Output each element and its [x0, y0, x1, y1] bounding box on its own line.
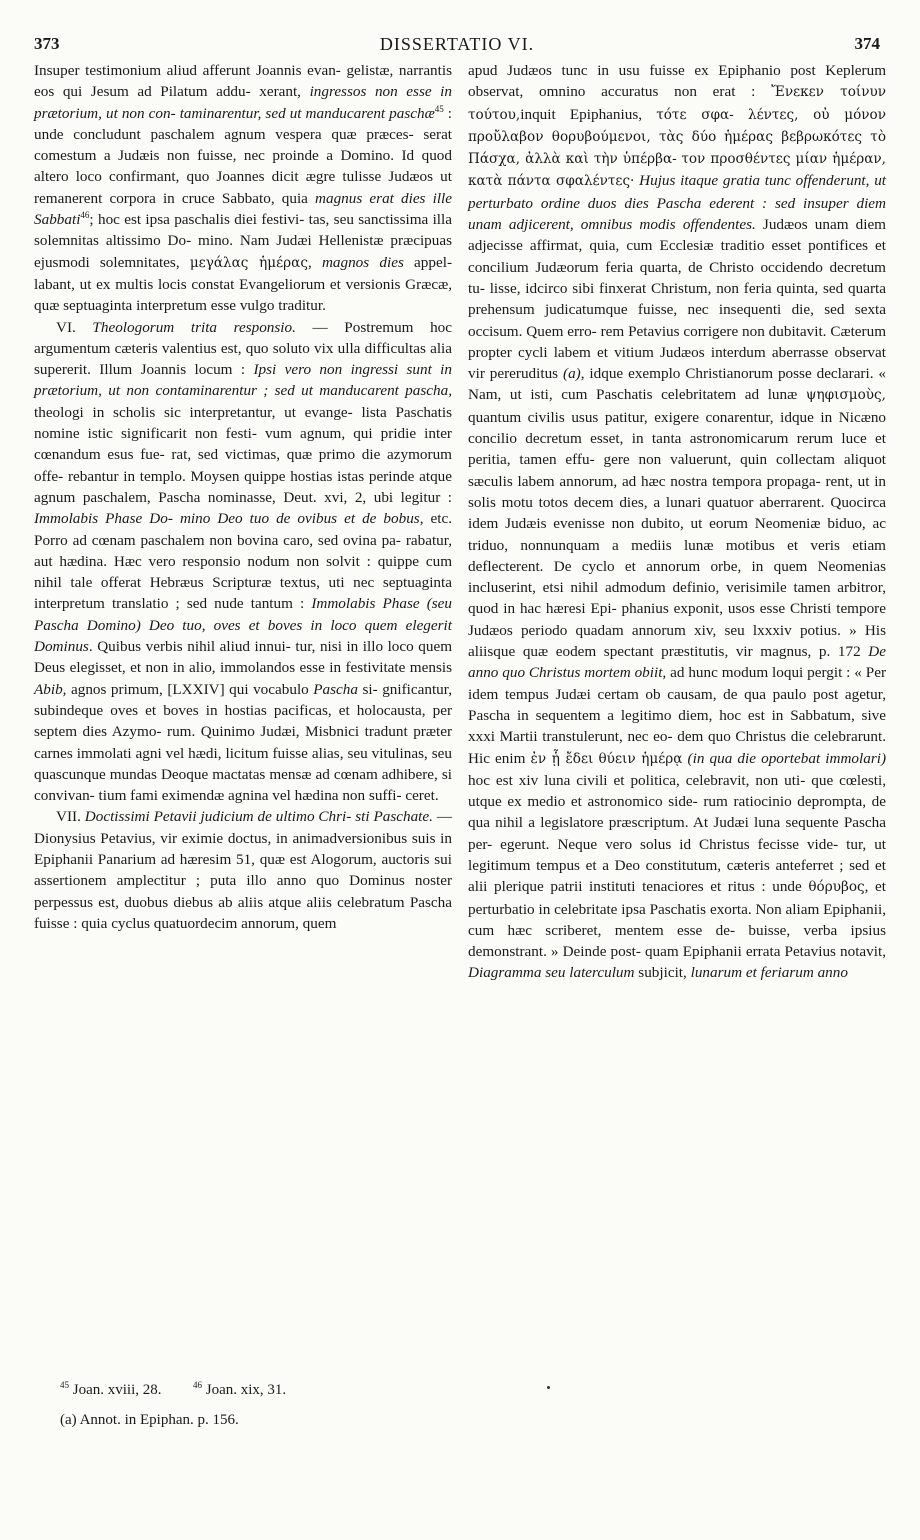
quotation: Pascha Domino) Deo tuo, oves et boves in loco quem — [34, 616, 398, 634]
right-column — [468, 60, 886, 984]
quotation: Diagramma — [468, 964, 542, 982]
text-line: astronomicarum rerum luce et peritia, tamen effu- — [468, 430, 886, 469]
paragraph — [34, 317, 452, 807]
greek-text: μεγάλας ἡμέρας — [189, 254, 308, 271]
text-line: apud Judæos tunc in usu fuisse ex Epiphanio post — [468, 62, 816, 79]
text-line: auctoris sui assertionem amplectitur ; puta illo — [34, 850, 452, 890]
text-line: alio, immolandos esse in festivitate mensis — [189, 659, 452, 677]
text-line: doctus, in animadversionibus suis in Epiphanii — [34, 829, 452, 868]
text-line: tur, nisi in illo loco quem Deus elegisset, et non in — [34, 638, 453, 677]
text-line: . Quibus verbis nihil aliud innui- — [88, 638, 291, 656]
text-line: rem Petavius corrigere non dubitavit. Cæterum — [600, 322, 887, 340]
quotation: magnos dies — [321, 253, 404, 271]
text-line: a Domino. Id quod altero loco confirmant, quo — [34, 147, 452, 186]
quotation: ut non contaminarentur ; sed ut manducarent pascha, — [108, 382, 453, 400]
text-line: Judæi certam ob causam, de qua paulo post agetur, — [555, 685, 886, 703]
text-line: vum agnum, qui pridie inter cœnandum esus fue- — [34, 425, 452, 464]
text-line: anno quo Dominus noster perpessus est, duobus — [34, 872, 453, 911]
text-line: His aliisque quæ eodem spectant præstitutis, vir — [468, 621, 887, 661]
quotation: Pascha — [313, 680, 358, 698]
greek-text: τον προσθέντες μίαν ἡμέραν, κατὰ πάντα σφαλέντες· — [468, 151, 887, 190]
text-line: versionis Græcæ, quæ septuaginta interpretum esse — [34, 275, 453, 315]
text-line: Judæos — [755, 216, 808, 234]
greek-text: ψηφισμοὺς, — [805, 387, 886, 404]
text-line: buisse, verba ipsius demonstrant. » Deinde post- — [468, 921, 886, 961]
text-line: tenaciores et ritus : unde — [642, 878, 809, 896]
text-line: rum. Quinimo Judæi, Misbnici tradunt præter — [167, 723, 452, 741]
greek-text: λέντες, οὐ μόνον προὔλαβον θορυβούμενοι, τὰς δύο — [468, 106, 886, 145]
text-line: Keplerum observat, omnino accuratus non erat : — [468, 62, 887, 101]
left-column — [34, 60, 452, 934]
text-line: traditio esset pontifices et concilium Judæorum — [468, 237, 886, 276]
text-line: ; hoc est ipsa paschalis diei festivi- — [89, 211, 305, 229]
text-line: fuisse : quia cyclus quatuordecim annorum, quem — [34, 914, 337, 932]
footnote-a: (a) Annot. in Epiphan. p. 156. — [60, 1412, 239, 1428]
text-line: rum ratiocinio deprompta, de qua nihil a legislatore — [468, 793, 886, 832]
paragraph — [468, 60, 886, 984]
text-line: concludunt paschalem agnum vespera quæ præces- — [73, 125, 414, 143]
text-line: quantum civilis usus patitur, exigere conarentur, — [468, 408, 774, 426]
text-line: rat, sed victimas, quæ primo die azymorum offe- — [34, 446, 452, 485]
text-line: Joannes dicit ægre tulisse Judæos ut remanerent — [34, 168, 452, 207]
text-line: pacificas, et holocausta, per septem dies Azymo- — [34, 701, 453, 741]
text-line: Deut. xvi, 2, ubi legitur : — [283, 488, 452, 506]
quotation: ingressos non esse in prætorium, ut non con- — [34, 83, 452, 122]
text-line: Epiphanii, cum hæc scriberet, mentem esse de- — [468, 900, 887, 939]
text-line: propter cycli labem et vitium Judæos interdum — [468, 343, 766, 361]
text-line: : unde — [34, 104, 453, 143]
text-line: idque in Nicæno concilio decretum esset, in tanta — [468, 408, 887, 448]
text-line: ad hunc modum loqui pergit : « Per idem tempus — [468, 664, 886, 703]
text-line: serat comestum a Judæis non fuisse, nec proinde — [34, 125, 453, 165]
text-line: gelistæ, narrantis eos qui Jesum ad Pilatum addu- — [34, 62, 453, 101]
text-line: feria quarta, de Christo occidendo decretum tu- — [468, 258, 886, 297]
text-line: agnos primum, [LXXIV] qui vocabulo — [71, 680, 314, 698]
text-line: Sabbatum, sive xxxi Martii transtulerunt, nec eo- — [468, 706, 886, 746]
text-line: aberrasse observat vir pereruditus — [468, 343, 886, 383]
quotation: magnus erat dies — [315, 189, 426, 207]
quotation: taminarentur, sed ut manducarent paschæ — [179, 104, 435, 122]
text-line: gere non valuerunt, quin collectam aliquot sæculis — [468, 451, 887, 490]
section-number: VI. — [56, 318, 93, 336]
text-line: , etc. Porro ad — [34, 510, 453, 549]
greek-text: θύειν ἡμέρᾳ — [598, 750, 683, 767]
text-line: præscriptum. At Judæi luna sequente Pascha per- — [468, 814, 887, 853]
quotation: Abib, — [34, 680, 67, 698]
paragraph — [34, 60, 452, 317]
text-line: cæteris anteferret ; sed et alii plerique patrii instituti — [468, 856, 886, 896]
quotation: unam adjicerent, omnibus modis offendentes. — [468, 216, 756, 234]
text-line: quatuor aberrarent. Quocirca idem Judæis evenisse — [468, 493, 887, 533]
footnotes — [60, 1380, 860, 1430]
footnote-row — [60, 1380, 860, 1400]
quotation: Immolabis Phase Do- — [34, 510, 173, 528]
text-line: quam Epiphanii errata Petavius notavit, — [644, 943, 886, 961]
greek-text: ἡμέρας βεβρωκότες τὸ Πάσχα, ἀλλὰ καὶ τὴν ὑπέρβα- — [468, 128, 887, 168]
text-line: hoc — [468, 771, 490, 789]
text-line: exemplo Christianorum posse declarari. « Nam, ut — [468, 365, 887, 404]
text-line: subjicit, — [634, 964, 691, 982]
section-heading: Doctissimi Petavii judicium de ultimo Chri- — [84, 808, 352, 826]
footnote-text: Joan. xviii, 28. — [72, 1382, 162, 1398]
text-line: locum : — [194, 361, 254, 379]
text-line: tas, seu sanctissima illa solemnitas altissimo Do- — [34, 211, 452, 250]
text-line: tur, ut legitimum tempus et a Deo constitutum, — [468, 835, 887, 874]
text-line: gnificantur, subindeque oves et boves in hostias — [34, 680, 453, 719]
text-line: deflecterent. De cyclo et annorum orbe, in quem — [468, 557, 808, 575]
text-line: — Dionysius Petavius, vir eximie — [34, 808, 453, 847]
text-line: egerunt. Neque vero solus id Christus fecisse vide- — [500, 835, 839, 853]
text-line: inquit Epiphanius, — [520, 105, 657, 123]
text-line: xerant, — [259, 83, 310, 101]
text-line: Scripturæ textus, uti nec septuaginta interpretum — [34, 574, 452, 613]
text-line: nec insequenti die, sed sexta occisum. Quem erro- — [468, 301, 887, 340]
text-line: vix ulla difficultas alia supererit. Illum Joannis — [34, 339, 453, 379]
quotation: elegerit Dominus — [34, 616, 452, 656]
greek-text: τότε σφα- — [656, 106, 734, 123]
greek-text: ἐν ᾗ ἔδει — [530, 750, 594, 767]
text-line: labant, ut ex multis locis constat Evangeliorum et — [34, 275, 341, 293]
quotation: Immolabis Phase (seu — [311, 595, 453, 613]
text-line: seu vitulinas, seu quascunque mundas Deoque — [34, 744, 452, 783]
text-line: Pascha in sequentem a legitimo diem, hoc est in — [468, 706, 784, 724]
text-line: in celebritate ipsa Paschatis exorta. Non aliam — [538, 900, 820, 918]
text-line: mactatas mensæ ad cœnam adhibere, si convivan- — [34, 765, 452, 805]
text-line: unam diem adjecisse affirmat, quia, cum Ecclesiæ — [468, 216, 886, 255]
text-line: translatio ; sed nude tantum : — [111, 595, 312, 613]
text-line: — Postremum — [295, 318, 414, 336]
section-heading: Theologorum trita responsio. — [92, 318, 296, 336]
text-line: non dubito, ut eorum Neomeniæ biduo, ac triduo, — [468, 515, 886, 554]
text-line: ceret. — [405, 787, 439, 805]
quotation: Ipsi vero non ingressi sunt in prætorium, — [34, 361, 452, 400]
text-line: , — [307, 253, 322, 271]
text-line: , et perturbatio — [468, 878, 887, 918]
text-line: Panarium ad hæresim 51, quæ est Alogorum, — [97, 850, 377, 868]
text-line: dem quo Christus die celebrarunt. Hic enim — [468, 728, 887, 767]
text-line: corpora in cruce Sabbato, quia — [109, 189, 316, 207]
text-line: rebantur in templo. Moysen quippe hostias istas — [67, 467, 365, 485]
text-line: que cœlesti, utque ex medio et astronomico side- — [468, 771, 886, 811]
text-line: , idque — [580, 365, 624, 383]
quotation: Hujus itaque gratia tunc offenderunt, ut perturbato — [468, 172, 887, 212]
text-line: mino. Nam Judæi Hellenistæ præcipuas ejusmodi — [34, 232, 453, 271]
footnote-number: 45 — [60, 1380, 69, 1390]
text-line: nonnunquam a mediis lunæ motibus et veris etiam — [520, 536, 887, 554]
paragraph — [34, 806, 452, 934]
text-line: cœnam paschalem non bovina caro, sed ovina pa- — [91, 531, 401, 549]
text-line: tium fami eximendæ agnina vel hædina non suffi- — [98, 787, 402, 805]
text-line: perinde atque agnum paschalem, Pascha nominasse, — [34, 467, 452, 506]
text-line: labem annorum, ad hæc nostra tempora propaga- — [517, 472, 821, 490]
text-line: appel- — [403, 253, 453, 271]
text-line: isti, cum Paschatis celebritatem ad lunæ — [530, 386, 806, 404]
text-line: hoc argumentum cæteris valentius est, quo soluto — [34, 318, 453, 357]
text-line: Neomenias incluserint, etsi nihil admodum definio, — [468, 557, 886, 597]
text-line: lisse, idcirco sibi finxerat Christum, non feria — [489, 279, 772, 297]
greek-text: Ἔνεκεν τοίνυν τούτου, — [468, 84, 886, 123]
section-heading: sti Paschate. — [355, 808, 433, 826]
quotation: De anno quo Christus mortem obiit, — [468, 643, 886, 682]
text-line: solemnitates, — [99, 253, 190, 271]
text-line: theologi in scholis sic interpretantur, ut evange- — [34, 403, 353, 421]
running-header — [34, 34, 880, 60]
text-line: vulgo traditur. — [239, 297, 326, 315]
page-number-left: 373 — [34, 34, 60, 53]
text-line: magnus, p. 172 — [760, 643, 869, 661]
quotation: mino Deo tuo de ovibus et de bobus — [179, 510, 420, 528]
quotation: lunarum et feriarum anno — [690, 964, 848, 982]
text-line: phanius exponit, usos esse Christi tempore Judæos — [468, 600, 886, 639]
quotation: seu laterculum — [545, 964, 635, 982]
text-line: si- — [357, 680, 378, 698]
text-line: quinta, sed quarta prehensum judicatumque fuisse, — [468, 279, 886, 319]
text-line: verisimile tamen arbitror, quod in hac hæresi Epi- — [468, 579, 887, 618]
footnote-text: Joan. xix, 31. — [205, 1382, 287, 1398]
text-line: Insuper testimonium aliud afferunt Joannis evan- — [34, 62, 341, 79]
text-line: diebus ab aliis atque aliis celebratum Pascha — [173, 893, 452, 911]
greek-text: θόρυβος — [808, 879, 865, 896]
text-line: non solvit : quippe cum nihil tale offerat Hebræus — [34, 552, 453, 592]
quotation: ordine duos dies Pascha ederent : sed insuper diem — [540, 194, 886, 212]
quotation: ille Sabbati — [34, 189, 453, 229]
text-line: lista Paschatis nomine istic significarit non festi- — [34, 403, 453, 443]
section-number: VII. — [56, 808, 85, 826]
footnote-ref-a: (a) — [563, 365, 581, 383]
text-line: rent, ut in solis motu totos decem dies, a lunari — [468, 472, 887, 511]
running-title: DISSERTATIO VI. — [379, 34, 535, 54]
text-line: carnes immolati agni vel hædi, licitum fuisse alias, — [34, 744, 344, 762]
text-line: est xiv luna civili et politica, celebravit, non uti- — [495, 771, 806, 789]
quotation: (in qua die oportebat immolari) — [687, 749, 887, 767]
text-line: periodo quadam annorum xiv, seu lxxxiv potius. » — [520, 621, 857, 639]
footnote-number: 46 — [193, 1380, 202, 1390]
page-number-right: 374 — [854, 34, 880, 53]
footnote-marker: 46 — [80, 210, 90, 221]
footnote-marker: 45 — [434, 103, 444, 114]
text-line: rabatur, aut hædina. Hæc vero responsio nodum — [34, 531, 453, 570]
